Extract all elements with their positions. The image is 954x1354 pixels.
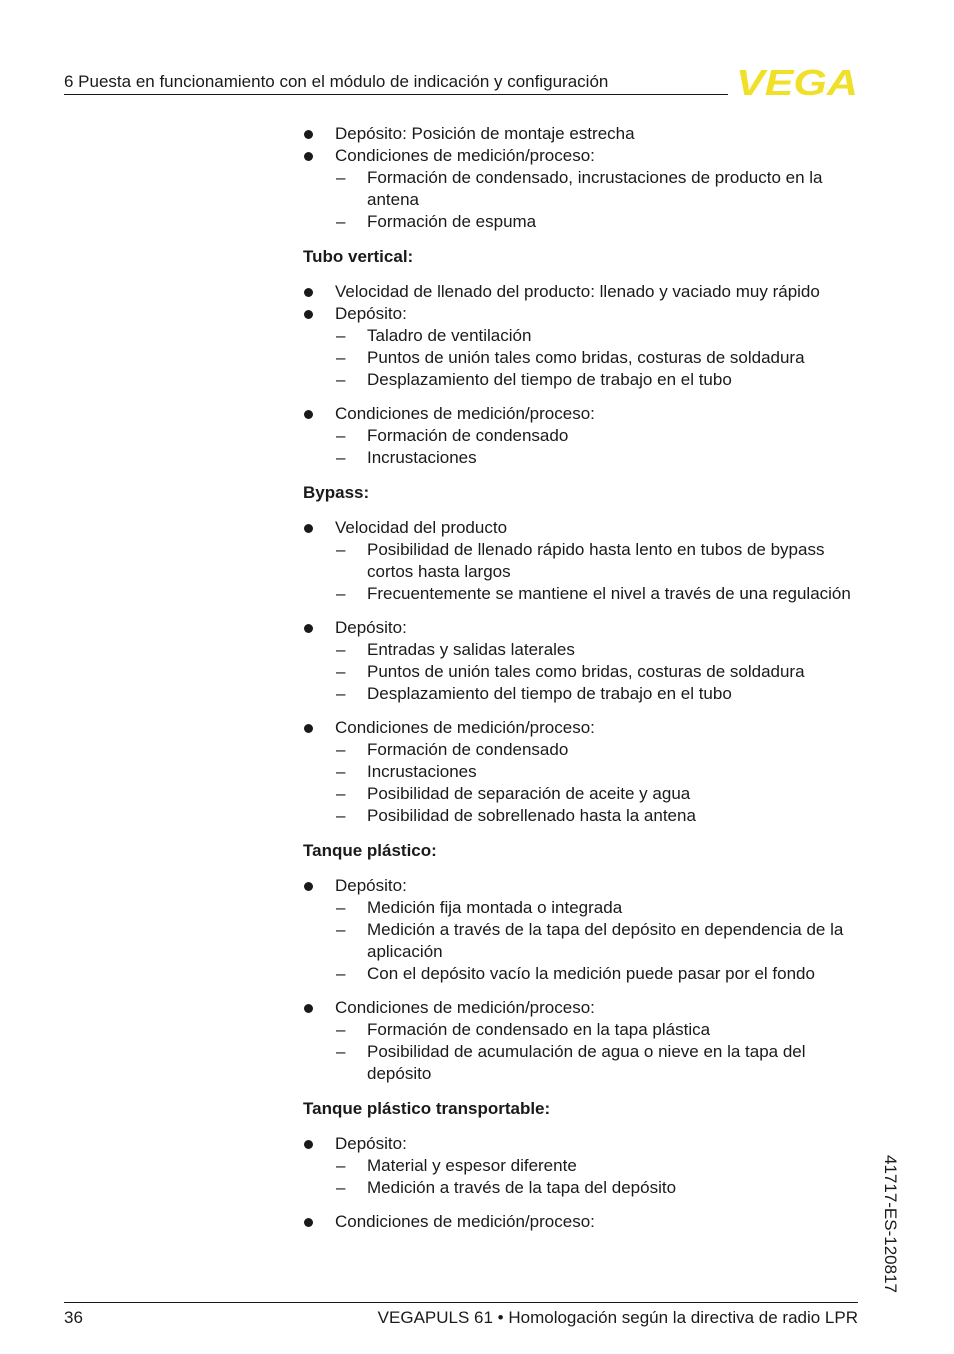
- sub-list-item: [303, 325, 863, 347]
- dash-icon: –: [336, 370, 346, 389]
- list-item: [303, 875, 863, 897]
- list-item-text: Velocidad del producto: [335, 518, 508, 537]
- list-item-text: Condiciones de medición/proceso:: [335, 404, 595, 423]
- list-block: [303, 403, 863, 469]
- sub-list-item: [303, 919, 863, 963]
- sub-list-item: [303, 583, 863, 605]
- dash-icon: –: [336, 426, 346, 445]
- dash-icon: –: [336, 684, 346, 703]
- chapter-header: 6 Puesta en funcionamiento con el módulo de indicación y configuración: [64, 72, 609, 91]
- bullet-dot-icon: [304, 152, 313, 161]
- sub-list-item: [303, 447, 863, 469]
- sub-list-item: [303, 167, 863, 211]
- dash-icon: –: [336, 168, 346, 187]
- section: [303, 482, 863, 827]
- sub-list-item-text: Medición a través de la tapa del depósito en dependencia de la aplicación: [367, 920, 844, 961]
- sub-list-item-text: Formación de condensado: [367, 740, 569, 759]
- list-item-text: Depósito:: [335, 618, 407, 637]
- sub-list-item: [303, 1019, 863, 1041]
- list-item: [303, 717, 863, 739]
- sub-list-item: [303, 1155, 863, 1177]
- bullet-dot-icon: [304, 882, 313, 891]
- sub-list-item: [303, 1177, 863, 1199]
- sub-list-item: [303, 897, 863, 919]
- intro-list: [303, 123, 863, 233]
- page-number: 36: [64, 1308, 83, 1327]
- section: [303, 840, 863, 1085]
- section-heading: Tanque plástico transportable:: [303, 1099, 551, 1118]
- bullet-dot-icon: [304, 288, 313, 297]
- bullet-dot-icon: [304, 524, 313, 533]
- list-item: [303, 281, 863, 303]
- sub-list-item-text: Medición a través de la tapa del depósito: [367, 1178, 677, 1197]
- section-heading: Tanque plástico:: [303, 841, 437, 860]
- dash-icon: –: [336, 448, 346, 467]
- list-item-text: Condiciones de medición/proceso:: [335, 718, 595, 737]
- sub-list-item-text: Taladro de ventilación: [367, 326, 532, 345]
- bullet-dot-icon: [304, 310, 313, 319]
- bullet-dot-icon: [304, 1218, 313, 1227]
- footer-title: VEGAPULS 61 • Homologación según la directiva de radio LPR: [377, 1308, 858, 1327]
- list-item-text: Condiciones de medición/proceso:: [335, 146, 595, 165]
- list-item: [303, 403, 863, 425]
- sub-list-item-text: Puntos de unión tales como bridas, costuras de soldadura: [367, 348, 805, 367]
- dash-icon: –: [336, 784, 346, 803]
- sub-list-item-text: Posibilidad de sobrellenado hasta la antena: [367, 806, 696, 825]
- list-block: [303, 717, 863, 827]
- sub-list-item: [303, 211, 863, 233]
- sub-list-item-text: Material y espesor diferente: [367, 1156, 577, 1175]
- list-block: [303, 617, 863, 705]
- list-item-text: Condiciones de medición/proceso:: [335, 998, 595, 1017]
- list-block: [303, 1133, 863, 1199]
- dash-icon: –: [336, 584, 346, 603]
- dash-icon: –: [336, 740, 346, 759]
- sub-list-item-text: Desplazamiento del tiempo de trabajo en el tubo: [367, 370, 732, 389]
- list-item-text: Condiciones de medición/proceso:: [335, 1212, 595, 1231]
- dash-icon: –: [336, 1156, 346, 1175]
- sub-list-item-text: Formación de espuma: [367, 212, 537, 231]
- sub-list-item: [303, 661, 863, 683]
- section-heading: Tubo vertical:: [303, 247, 414, 266]
- sub-list-item-text: Formación de condensado: [367, 426, 569, 445]
- dash-icon: –: [336, 662, 346, 681]
- dash-icon: –: [336, 898, 346, 917]
- dash-icon: –: [336, 920, 346, 939]
- dash-icon: –: [336, 1020, 346, 1039]
- vega-logo: [735, 66, 859, 98]
- sub-list-item-text: Desplazamiento del tiempo de trabajo en el tubo: [367, 684, 732, 703]
- document-code: [878, 1155, 900, 1305]
- sub-list-item: [303, 805, 863, 827]
- sub-list-item: [303, 639, 863, 661]
- bullet-dot-icon: [304, 1004, 313, 1013]
- sub-list-item: [303, 683, 863, 705]
- sub-list-item: [303, 1041, 863, 1085]
- dash-icon: –: [336, 540, 346, 559]
- footer-divider: [64, 1302, 858, 1303]
- logo-text: VEGA: [736, 66, 858, 98]
- list-item-text: Velocidad de llenado del producto: llenado y vaciado muy rápido: [335, 282, 820, 301]
- sub-list-item-text: Medición fija montada o integrada: [367, 898, 623, 917]
- sub-list-item-text: Posibilidad de separación de aceite y agua: [367, 784, 691, 803]
- sub-list-item-text: Puntos de unión tales como bridas, costuras de soldadura: [367, 662, 805, 681]
- sub-list-item: [303, 539, 863, 583]
- bullet-dot-icon: [304, 410, 313, 419]
- sub-list-item-text: Formación de condensado, incrustaciones de producto en la antena: [367, 168, 823, 209]
- dash-icon: –: [336, 326, 346, 345]
- section: [303, 246, 863, 469]
- list-item: [303, 997, 863, 1019]
- bullet-dot-icon: [304, 130, 313, 139]
- sub-list-item: [303, 963, 863, 985]
- list-item: [303, 1133, 863, 1155]
- sub-list-item: [303, 369, 863, 391]
- bullet-dot-icon: [304, 724, 313, 733]
- list-block: [303, 997, 863, 1085]
- list-item-text: Depósito: Posición de montaje estrecha: [335, 124, 635, 143]
- main-content: [303, 123, 863, 1245]
- list-item-text: Depósito:: [335, 1134, 407, 1153]
- list-item: [303, 517, 863, 539]
- list-block: [303, 875, 863, 985]
- dash-icon: –: [336, 806, 346, 825]
- list-item: [303, 145, 863, 167]
- list-item-text: Depósito:: [335, 304, 407, 323]
- document-code-text: 41717-ES-120817: [881, 1155, 900, 1294]
- list-block: [303, 1211, 863, 1233]
- dash-icon: –: [336, 1042, 346, 1061]
- header-divider: [64, 94, 728, 95]
- dash-icon: –: [336, 1178, 346, 1197]
- list-item: [303, 123, 863, 145]
- sub-list-item: [303, 425, 863, 447]
- list-block: [303, 281, 863, 391]
- sub-list-item-text: Posibilidad de acumulación de agua o nieve en la tapa del depósito: [367, 1042, 806, 1083]
- list-block: [303, 517, 863, 605]
- list-item-text: Depósito:: [335, 876, 407, 895]
- sub-list-item: [303, 783, 863, 805]
- bullet-dot-icon: [304, 1140, 313, 1149]
- sub-list-item-text: Incrustaciones: [367, 762, 477, 781]
- sub-list-item-text: Entradas y salidas laterales: [367, 640, 575, 659]
- sub-list-item-text: Incrustaciones: [367, 448, 477, 467]
- dash-icon: –: [336, 348, 346, 367]
- section: [303, 1098, 863, 1233]
- dash-icon: –: [336, 762, 346, 781]
- list-item: [303, 617, 863, 639]
- section-heading: Bypass:: [303, 483, 370, 502]
- sub-list-item-text: Con el depósito vacío la medición puede pasar por el fondo: [367, 964, 815, 983]
- dash-icon: –: [336, 640, 346, 659]
- list-item: [303, 303, 863, 325]
- sub-list-item-text: Formación de condensado en la tapa plástica: [367, 1020, 711, 1039]
- sub-list-item: [303, 347, 863, 369]
- sub-list-item: [303, 761, 863, 783]
- sub-list-item: [303, 739, 863, 761]
- dash-icon: –: [336, 964, 346, 983]
- dash-icon: –: [336, 212, 346, 231]
- bullet-dot-icon: [304, 624, 313, 633]
- sub-list-item-text: Posibilidad de llenado rápido hasta lento en tubos de bypass cortos hasta largos: [367, 540, 825, 581]
- list-item: [303, 1211, 863, 1233]
- sub-list-item-text: Frecuentemente se mantiene el nivel a través de una regulación: [367, 584, 851, 603]
